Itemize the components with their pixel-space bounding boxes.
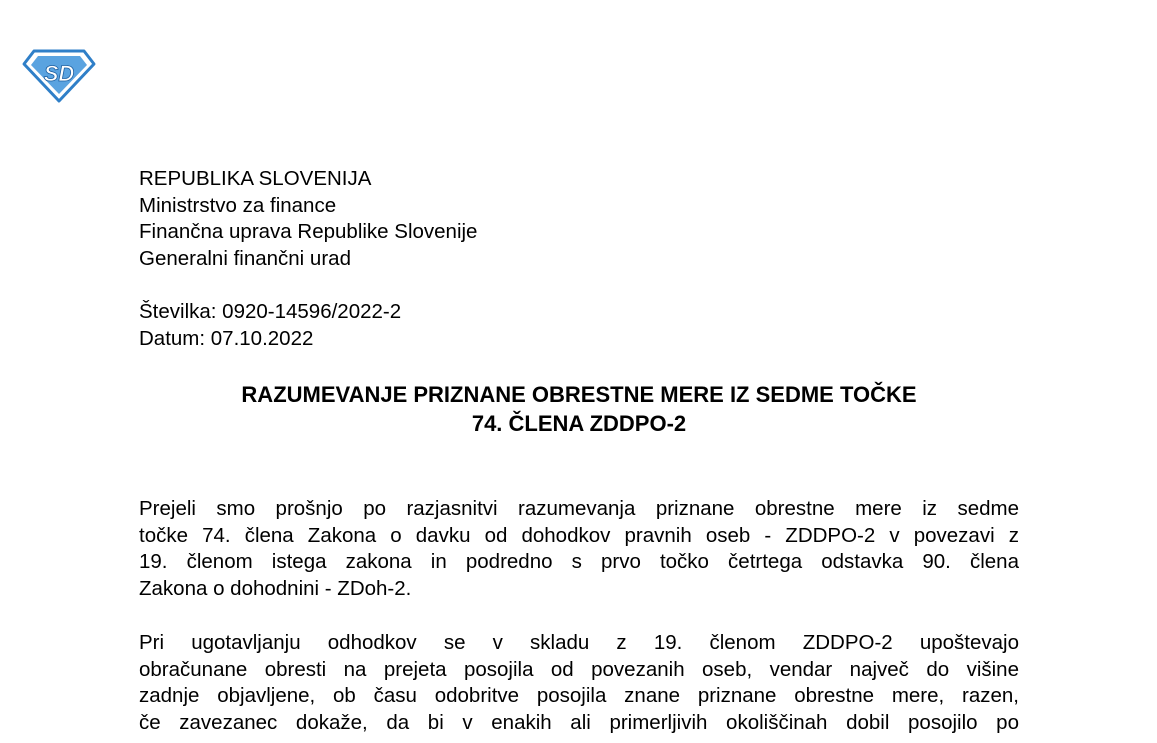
title-line-1: RAZUMEVANJE PRIZNANE OBRESTNE MERE IZ SEDME TOČKE — [241, 382, 917, 407]
paragraph-1 — [139, 496, 1019, 602]
issuer-block — [139, 166, 477, 272]
document-title — [139, 380, 1019, 438]
issuer-line: Ministrstvo za finance — [139, 193, 337, 217]
title-line-2: 74. ČLENA ZDDPO-2 — [471, 411, 687, 436]
text-line: točke 74. člena Zakona o davku od dohodkov pravnih oseb - ZDDPO-2 v povezavi z — [139, 523, 1019, 547]
logo-text: SD — [43, 61, 75, 86]
reference-block — [139, 299, 401, 352]
text-line: če zavezanec dokaže, da bi v enakih ali primerljivih okoliščinah dobil posojilo po — [139, 710, 1019, 734]
paragraph-2 — [139, 630, 1019, 736]
fu-logo-icon — [22, 48, 96, 104]
document-number: Številka: 0920-14596/2022-2 — [139, 300, 402, 323]
document-date: Datum: 07.10.2022 — [139, 326, 314, 350]
text-line: obračunane obresti na prejeta posojila od povezanih oseb, vendar največ do višine — [139, 657, 1019, 681]
text-line: Zakona o dohodnini - ZDoh-2. — [139, 576, 412, 600]
text-line: zadnje objavljene, ob času odobritve posojila znane priznane obrestne mere, razen, — [139, 684, 1019, 707]
issuer-line: REPUBLIKA SLOVENIJA — [139, 167, 372, 190]
text-line: Prejeli smo prošnjo po razjasnitvi razumevanja priznane obrestne mere iz sedme — [139, 497, 1019, 520]
issuer-line: Generalni finančni urad — [139, 246, 351, 270]
issuer-line: Finančna uprava Republike Slovenije — [139, 220, 478, 243]
text-line: 19. členom istega zakona in podredno s prvo točko četrtega odstavka 90. člena — [139, 550, 1019, 573]
text-line: Pri ugotavljanju odhodkov se v skladu z 19. členom ZDDPO-2 upoštevajo — [139, 631, 1019, 654]
logo — [22, 48, 96, 104]
